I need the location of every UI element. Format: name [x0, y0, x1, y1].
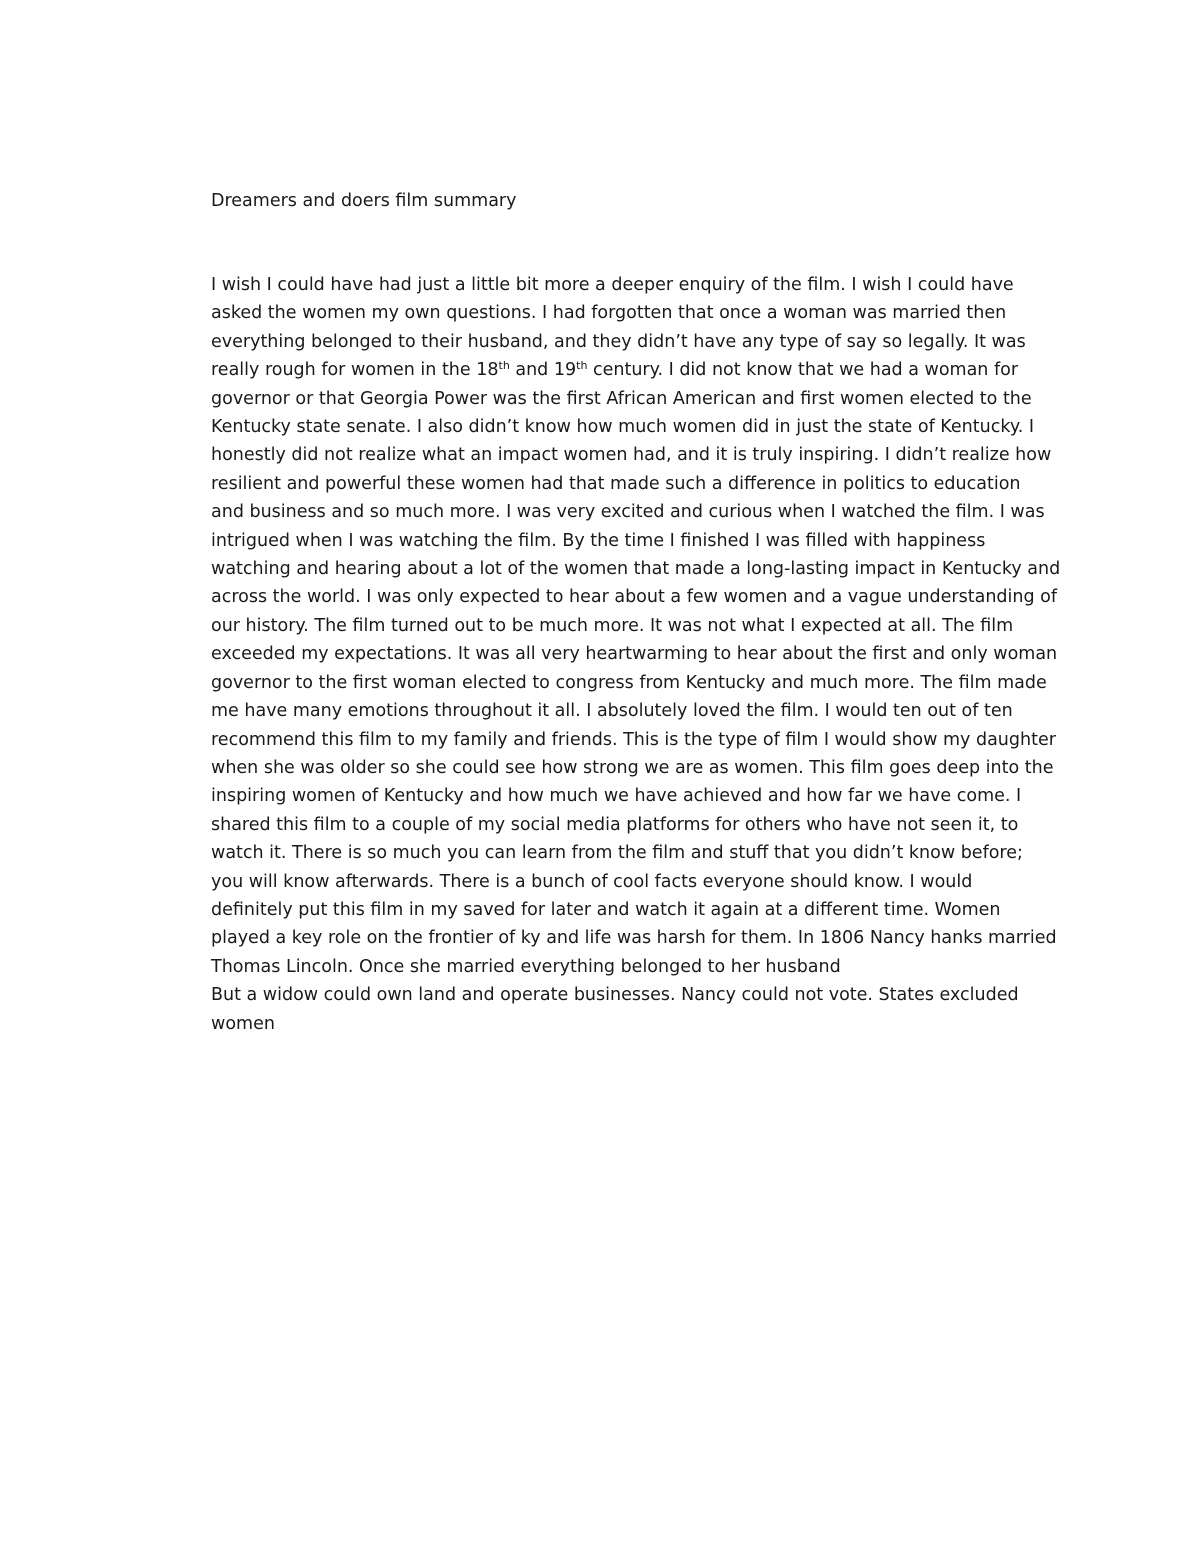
body-line: resilient and powerful these women had that made such a difference in politics to education	[211, 473, 1021, 494]
document-title: Dreamers and doers film summary	[211, 191, 517, 211]
body-line: recommend this film to my family and friends. This is the type of film I would show my daughter	[211, 729, 1056, 750]
body-line: and business and so much more. I was very excited and curious when I watched the film. I was	[211, 502, 1045, 523]
body-line: Kentucky state senate. I also didn’t know how much women did in just the state of Kentucky. I	[211, 417, 1035, 438]
body-line: governor to the first woman elected to congress from Kentucky and much more. The film made	[211, 672, 1047, 693]
body-line: women	[211, 1013, 275, 1034]
body-line: shared this film to a couple of my social media platforms for others who have not seen it, to	[211, 814, 1019, 835]
body-line: when she was older so she could see how strong we are as women. This film goes deep into the	[211, 757, 1054, 778]
body-line: asked the women my own questions. I had forgotten that once a woman was married then	[211, 303, 1007, 324]
body-line: Thomas Lincoln. Once she married everything belonged to her husband	[211, 956, 841, 977]
body-line: played a key role on the frontier of ky and life was harsh for them. In 1806 Nancy hanks married	[211, 928, 1057, 949]
body-line: across the world. I was only expected to hear about a few women and a vague understanding of	[211, 587, 1058, 608]
body-line: watch it. There is so much you can learn from the film and stuff that you didn’t know before;	[211, 843, 1023, 864]
document-body	[211, 271, 1091, 1038]
body-line-with-superscripts	[211, 356, 1091, 384]
body-line: our history. The film turned out to be much more. It was not what I expected at all. The film	[211, 615, 1014, 636]
body-line: everything belonged to their husband, and they didn’t have any type of say so legally. It was	[211, 331, 1026, 352]
body-line: honestly did not realize what an impact women had, and it is truly inspiring. I didn’t realize how	[211, 445, 1052, 466]
body-text-segment: century. I did not know that we had a woman for	[587, 360, 1019, 381]
body-line: But a widow could own land and operate businesses. Nancy could not vote. States excluded	[211, 985, 1019, 1006]
body-line: intrigued when I was watching the film. By the time I finished I was filled with happiness	[211, 530, 986, 551]
ordinal-superscript: th	[498, 359, 510, 373]
body-line: inspiring women of Kentucky and how much we have achieved and how far we have come. I	[211, 786, 1022, 807]
body-line: I wish I could have had just a little bit more a deeper enquiry of the film. I wish I could have	[211, 275, 1014, 295]
body-line: watching and hearing about a lot of the women that made a long-lasting impact in Kentucky and	[211, 559, 1061, 580]
body-text-segment: and 19	[509, 360, 577, 381]
body-line: exceeded my expectations. It was all very heartwarming to hear about the first and only woman	[211, 644, 1058, 665]
ordinal-superscript: th	[576, 359, 588, 373]
body-line: definitely put this film in my saved for later and watch it again at a different time. Women	[211, 899, 1001, 920]
body-text-segment: really rough for women in the 18	[211, 360, 499, 381]
body-line: you will know afterwards. There is a bunch of cool facts everyone should know. I would	[211, 871, 973, 892]
body-line: me have many emotions throughout it all. I absolutely loved the film. I would ten out of ten	[211, 701, 1013, 722]
body-line: governor or that Georgia Power was the first African American and first women elected to the	[211, 388, 1032, 409]
